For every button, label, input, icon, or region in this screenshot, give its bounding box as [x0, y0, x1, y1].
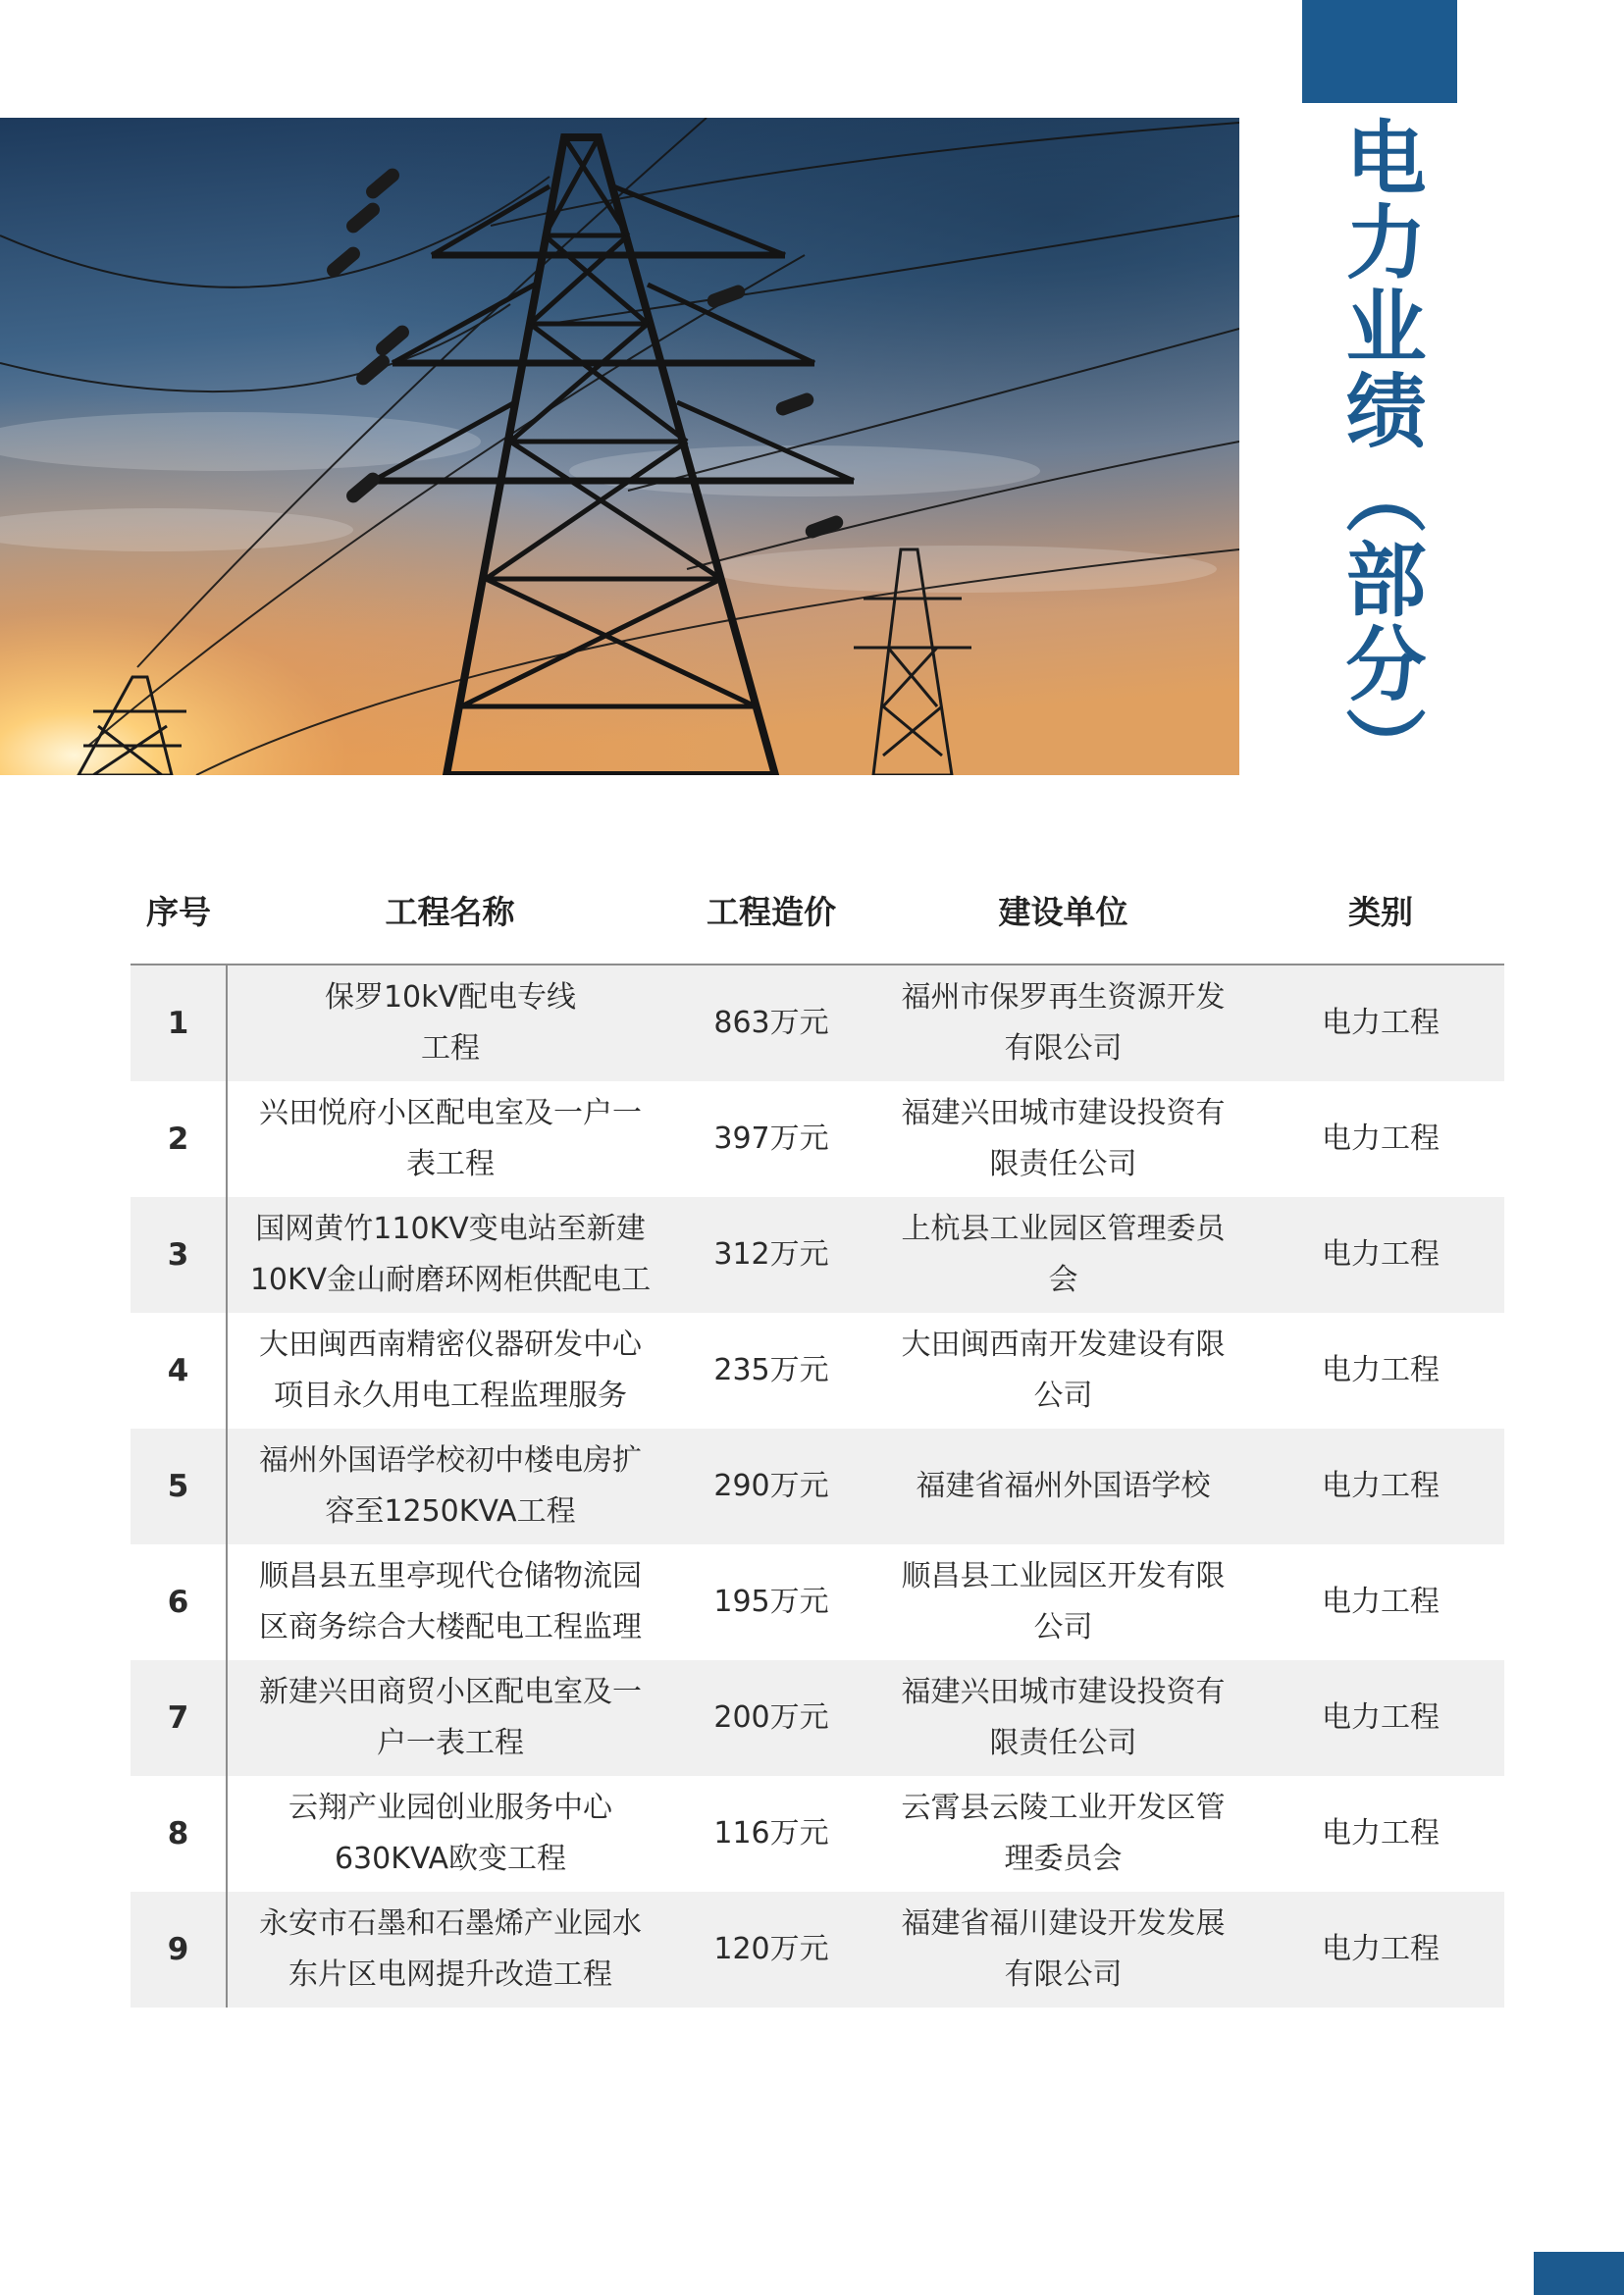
cell-category: 电力工程	[1257, 1081, 1504, 1197]
cell-cost: 116万元	[673, 1776, 869, 1892]
cell-project-name-text: 兴田悦府小区配电室及一户一表工程	[259, 1096, 642, 1181]
cell-builder-text: 上杭县工业园区管理委员会	[901, 1212, 1226, 1297]
cell-no: 2	[131, 1081, 227, 1197]
cell-builder	[869, 1081, 1257, 1197]
header-project-name: 工程名称	[227, 856, 673, 965]
cell-project-name-text: 顺昌县五里亭现代仓储物流园区商务综合大楼配电工程监理	[259, 1559, 642, 1644]
header-builder: 建设单位	[869, 856, 1257, 965]
cell-no: 1	[131, 965, 227, 1081]
cell-cost: 290万元	[673, 1429, 869, 1544]
cell-category: 电力工程	[1257, 1660, 1504, 1776]
cell-category: 电力工程	[1257, 1544, 1504, 1660]
bottom-accent-block	[1534, 2252, 1624, 2295]
cell-cost: 397万元	[673, 1081, 869, 1197]
cell-builder	[869, 965, 1257, 1081]
cell-builder	[869, 1429, 1257, 1544]
cell-category: 电力工程	[1257, 1892, 1504, 2008]
cell-cost: 863万元	[673, 965, 869, 1081]
projects-table	[131, 856, 1504, 2008]
table-row	[131, 1197, 1504, 1313]
table-row	[131, 1776, 1504, 1892]
cell-builder-text: 福建兴田城市建设投资有限责任公司	[901, 1096, 1226, 1181]
cell-project-name-text: 国网黄竹110KV变电站至新建10KV金山耐磨环网柜供配电工	[249, 1212, 652, 1297]
cell-project-name	[227, 965, 673, 1081]
cell-category: 电力工程	[1257, 1313, 1504, 1429]
cell-builder-text: 福建省福川建设开发发展有限公司	[901, 1906, 1226, 1992]
cell-builder	[869, 1892, 1257, 2008]
table-row	[131, 1544, 1504, 1660]
cell-project-name-text: 云翔产业园创业服务中心630KVA欧变工程	[288, 1791, 612, 1876]
cell-builder-text: 云霄县云陵工业开发区管理委员会	[901, 1791, 1226, 1876]
header-category: 类别	[1257, 856, 1504, 965]
cell-builder-text: 顺昌县工业园区开发有限公司	[901, 1559, 1226, 1644]
cell-cost: 200万元	[673, 1660, 869, 1776]
cell-category: 电力工程	[1257, 1429, 1504, 1544]
cell-category: 电力工程	[1257, 965, 1504, 1081]
cell-no: 9	[131, 1892, 227, 2008]
cell-builder-text: 福建兴田城市建设投资有限责任公司	[901, 1675, 1226, 1760]
cell-builder-text: 福州市保罗再生资源开发有限公司	[901, 980, 1226, 1066]
header-no: 序号	[131, 856, 227, 965]
cell-project-name-text: 保罗10kV配电专线工程	[324, 980, 577, 1066]
cell-category: 电力工程	[1257, 1197, 1504, 1313]
cell-project-name	[227, 1313, 673, 1429]
cell-project-name-text: 永安市石墨和石墨烯产业园水东片区电网提升改造工程	[259, 1906, 642, 1992]
cell-project-name	[227, 1776, 673, 1892]
cell-no: 6	[131, 1544, 227, 1660]
cell-cost: 235万元	[673, 1313, 869, 1429]
cell-project-name-text: 福州外国语学校初中楼电房扩容至1250KVA工程	[259, 1443, 642, 1529]
cell-no: 4	[131, 1313, 227, 1429]
table-row	[131, 965, 1504, 1081]
cell-no: 3	[131, 1197, 227, 1313]
header-cost: 工程造价	[673, 856, 869, 965]
cell-no: 5	[131, 1429, 227, 1544]
table-row	[131, 1313, 1504, 1429]
cell-project-name	[227, 1544, 673, 1660]
table-row	[131, 1892, 1504, 2008]
cell-builder	[869, 1197, 1257, 1313]
table-row	[131, 1429, 1504, 1544]
table-header-row	[131, 856, 1504, 965]
cell-project-name	[227, 1429, 673, 1544]
cell-project-name-text: 新建兴田商贸小区配电室及一户一表工程	[259, 1675, 642, 1760]
cell-cost: 312万元	[673, 1197, 869, 1313]
cell-builder-text: 福建省福州外国语学校	[916, 1469, 1211, 1503]
cell-no: 8	[131, 1776, 227, 1892]
cell-no: 7	[131, 1660, 227, 1776]
cell-project-name-text: 大田闽西南精密仪器研发中心项目永久用电工程监理服务	[259, 1328, 642, 1413]
cell-project-name	[227, 1892, 673, 2008]
cell-builder	[869, 1544, 1257, 1660]
cell-builder	[869, 1660, 1257, 1776]
cell-builder-text: 大田闽西南开发建设有限公司	[901, 1328, 1226, 1413]
cell-builder	[869, 1776, 1257, 1892]
table-row	[131, 1081, 1504, 1197]
cell-project-name	[227, 1081, 673, 1197]
pylon-photo	[0, 118, 1239, 775]
cell-builder	[869, 1313, 1257, 1429]
cell-cost: 195万元	[673, 1544, 869, 1660]
cell-project-name	[227, 1197, 673, 1313]
cell-project-name	[227, 1660, 673, 1776]
table-row	[131, 1660, 1504, 1776]
cell-category: 电力工程	[1257, 1776, 1504, 1892]
top-accent-block	[1302, 0, 1457, 103]
cell-cost: 120万元	[673, 1892, 869, 2008]
page-title: 电力业绩（部分）	[1333, 116, 1426, 791]
